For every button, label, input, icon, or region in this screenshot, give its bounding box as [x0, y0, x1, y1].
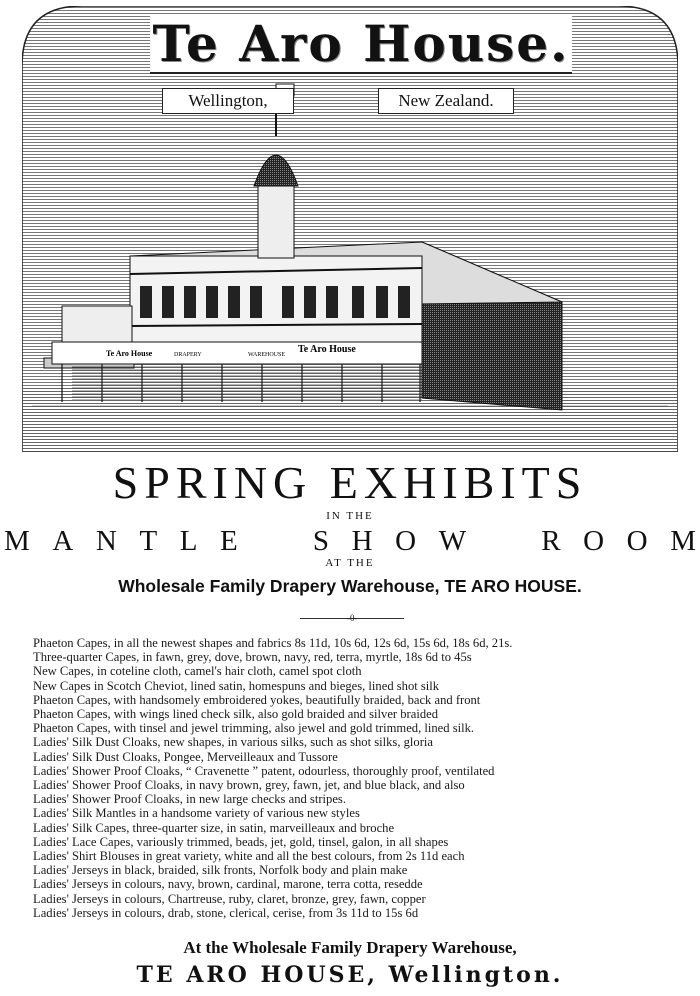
list-item: Ladies' Shower Proof Cloaks, in navy brown, grey, fawn, jet, and blue black, and also: [33, 778, 465, 793]
list-item: Ladies' Silk Dust Cloaks, new shapes, in various silks, such as shot silks, gloria: [33, 735, 433, 750]
list-item: Ladies' Jerseys in black, braided, silk fronts, Norfolk body and plain make: [33, 863, 408, 878]
mantle-letter: O: [395, 525, 417, 557]
warehouse-subheading: Wholesale Family Drapery Warehouse, TE ARO HOUSE.: [118, 576, 582, 596]
divider-mark: -0-: [347, 613, 358, 623]
mantle-letter: O: [626, 525, 648, 557]
list-item: Ladies' Silk Dust Cloaks, Pongee, Merveilleaux and Tussore: [33, 749, 338, 764]
footer-house-name: TE ARO HOUSE, Wellington.: [136, 962, 564, 988]
list-item: Phaeton Capes, with wings lined check silk, also gold braided and silver braided: [33, 707, 439, 722]
list-item: Three-quarter Capes, in fawn, grey, dove, brown, navy, red, terra, myrtle, 18s 6d to 45s: [33, 650, 472, 665]
list-item: Ladies' Silk Capes, three-quarter size, in satin, marveilleaux and broche: [33, 820, 395, 835]
mantle-letter: H: [351, 525, 373, 557]
word-gap: [260, 527, 290, 556]
mantle-letter: M: [670, 525, 696, 557]
mantle-letter: W: [438, 525, 467, 557]
mantle-show-room-heading: [4, 527, 696, 556]
sign-2: DRAPERY: [174, 352, 202, 358]
location-country: New Zealand.: [378, 88, 514, 114]
list-item: Phaeton Capes, with tinsel and jewel trimming, also jewel and gold trimmed, lined silk.: [33, 721, 475, 736]
mantle-letter: E: [220, 525, 238, 557]
list-item: Ladies' Shower Proof Cloaks, “ Cravenette ” patent, odourless, thoroughly proof, ventilated: [33, 763, 495, 778]
product-list: [33, 636, 693, 920]
in-the-label: IN THE: [326, 510, 374, 522]
sign-4: Te Aro House: [298, 344, 356, 355]
location-city: Wellington,: [162, 88, 294, 114]
mantle-letter: L: [179, 525, 198, 557]
list-item: New Capes in Scotch Cheviot, lined satin, homespuns and bieges, lined shot silk: [33, 678, 440, 693]
list-item: Ladies' Shirt Blouses in great variety, white and all the best colours, from 2s 11d each: [33, 849, 465, 864]
mantle-letter: S: [312, 525, 330, 557]
mantle-letter: N: [95, 525, 117, 557]
list-item: Ladies' Jerseys in colours, navy, brown, cardinal, marone, terra cotta, resedde: [33, 877, 423, 892]
list-item: Ladies' Silk Mantles in a handsome variety of various new styles: [33, 806, 360, 821]
list-item: Ladies' Shower Proof Cloaks, in new large checks and stripes.: [33, 792, 346, 807]
mantle-letter: O: [583, 525, 605, 557]
sign-3: WAREHOUSE: [248, 352, 285, 358]
sign-1: Te Aro House: [106, 349, 153, 358]
list-item: Ladies' Lace Capes, variously trimmed, beads, jet, gold, tinsel, galon, in all shapes: [33, 834, 449, 849]
list-item: Ladies' Jerseys in colours, Chartreuse, ruby, claret, bronze, grey, fawn, copper: [33, 891, 426, 906]
page-title: Te Aro House.: [152, 13, 570, 73]
word-gap: [489, 527, 519, 556]
title-banner: [150, 14, 572, 74]
mantle-letter: T: [139, 525, 158, 557]
list-item: Phaeton Capes, with handsomely embroidered yokes, beautifully braided, back and front: [33, 692, 481, 707]
list-item: Ladies' Jerseys in colours, drab, stone, clerical, cerise, from 3s 11d to 15s 6d: [33, 905, 419, 920]
list-item: Phaeton Capes, in all the newest shapes and fabrics 8s 11d, 10s 6d, 12s 6d, 15s 6d, 18s 6d, 21s.: [33, 636, 513, 650]
spring-exhibits-heading: SPRING EXHIBITS: [112, 457, 588, 508]
footer-warehouse: At the Wholesale Family Drapery Warehouse,: [183, 938, 517, 957]
list-item: New Capes, in coteline cloth, camel's hair cloth, camel spot cloth: [33, 664, 362, 679]
mantle-letter: M: [4, 525, 30, 557]
mantle-letter: A: [52, 525, 74, 557]
at-the-label: AT THE: [325, 557, 375, 569]
mantle-letter: R: [541, 525, 561, 557]
building-illustration: [22, 6, 678, 452]
